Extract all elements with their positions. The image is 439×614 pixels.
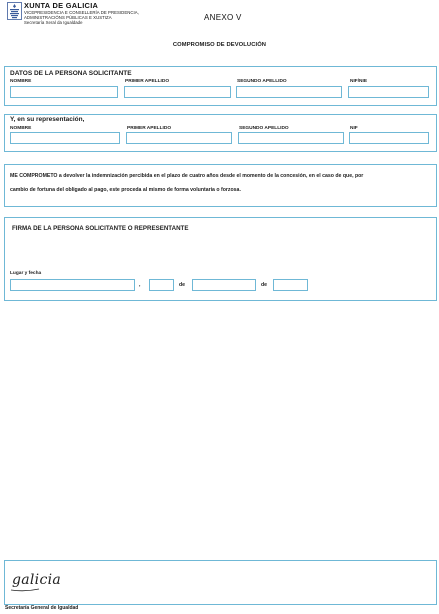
comma-separator: ,: [139, 282, 141, 288]
signature-heading: FIRMA DE LA PERSONA SOLICITANTE O REPRESENTANTE: [12, 225, 189, 232]
brand-line-1: VICEPRESIDENCIA E CONSELLERÍA DE PRESIDENCIA,: [24, 10, 139, 15]
representative-second-surname-label: SEGUNDO APELLIDO: [239, 126, 289, 131]
applicant-name-label: NOMBRE: [10, 79, 32, 84]
brand-name: XUNTA DE GALICIA: [24, 1, 99, 10]
applicant-first-surname-label: PRIMER APELLIDO: [125, 79, 170, 84]
annex-label: ANEXO V: [204, 13, 242, 22]
representative-heading: Y, en su representación,: [10, 116, 85, 123]
xunta-crest-icon: [7, 2, 22, 20]
galicia-logo-swoosh-icon: [10, 588, 40, 592]
commitment-line-1: ME COMPROMETO a devolver la indemnización percibida en el plazo de cuatro años desde el momento de la concesión, en el caso de que, por: [10, 173, 364, 179]
representative-nif-label: NIF: [350, 126, 358, 131]
applicant-first-surname-field[interactable]: [124, 86, 231, 98]
year-field[interactable]: [273, 279, 308, 291]
applicant-nif-label: NIF/NIE: [350, 79, 368, 84]
applicant-second-surname-label: SEGUNDO APELLIDO: [237, 79, 287, 84]
footer-text: Secretaría General de Igualdad: [5, 605, 79, 611]
place-field[interactable]: [10, 279, 135, 291]
representative-name-field[interactable]: [10, 132, 120, 144]
brand-line-2: ADMINISTRACIÓNS PÚBLICAS E XUSTIZA: [24, 15, 112, 20]
applicant-second-surname-field[interactable]: [236, 86, 342, 98]
brand-line-3: Secretaría Xeral da Igualdade: [24, 20, 83, 25]
day-field[interactable]: [149, 279, 174, 291]
place-date-label: Lugar y fecha: [10, 271, 42, 276]
representative-name-label: NOMBRE: [10, 126, 32, 131]
de-separator-1: de: [179, 282, 186, 288]
representative-first-surname-field[interactable]: [126, 132, 232, 144]
representative-nif-field[interactable]: [349, 132, 429, 144]
applicant-heading: DATOS DE LA PERSONA SOLICITANTE: [10, 70, 132, 77]
applicant-name-field[interactable]: [10, 86, 118, 98]
galicia-logo: galicia: [12, 572, 62, 588]
month-field[interactable]: [192, 279, 256, 291]
representative-first-surname-label: PRIMER APELLIDO: [127, 126, 172, 131]
representative-second-surname-field[interactable]: [238, 132, 344, 144]
document-title: COMPROMISO DE DEVOLUCIÓN: [172, 42, 267, 48]
applicant-nif-field[interactable]: [348, 86, 429, 98]
footer-box: [4, 560, 437, 605]
commitment-line-2: cambio de fortuna del obligado al pago, este proceda al mismo de forma voluntaria o forzosa.: [10, 187, 241, 193]
de-separator-2: de: [261, 282, 268, 288]
